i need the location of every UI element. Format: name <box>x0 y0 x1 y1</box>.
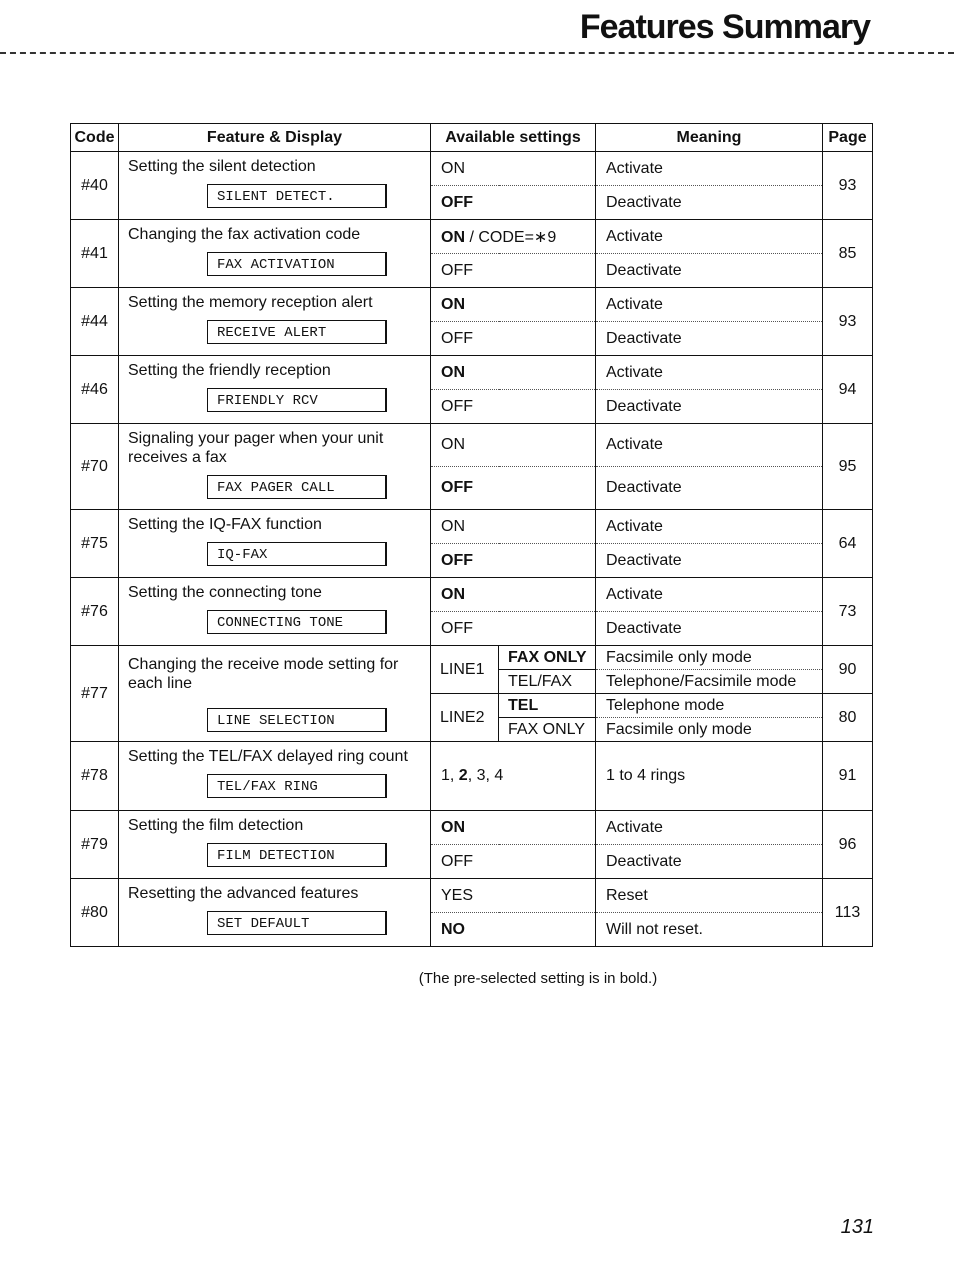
setting-meaning: Deactivate <box>596 390 823 424</box>
display-readout: RECEIVE ALERT <box>207 320 387 344</box>
feature-description: Resetting the advanced features <box>128 885 359 902</box>
setting-meaning: Deactivate <box>596 845 823 879</box>
setting-meaning: Deactivate <box>596 612 823 646</box>
setting-option: ON <box>431 424 596 467</box>
setting-option: OFF <box>431 845 596 879</box>
feature-description: Changing the receive mode setting for each line <box>128 656 399 692</box>
setting-meaning: Activate <box>596 811 823 845</box>
page-reference: 113 <box>823 879 873 947</box>
setting-meaning: Deactivate <box>596 467 823 510</box>
mode-meaning: Facsimile only mode <box>596 646 823 670</box>
feature-code: #41 <box>71 220 119 288</box>
feature-description: Setting the film detection <box>128 817 304 834</box>
setting-meaning: Activate <box>596 510 823 544</box>
setting-meaning: Deactivate <box>596 544 823 578</box>
feature-cell <box>119 288 431 356</box>
setting-option: ON <box>431 356 596 390</box>
page-title: Features Summary <box>579 8 870 46</box>
setting-meaning: Deactivate <box>596 322 823 356</box>
setting-option: OFF <box>431 612 596 646</box>
feature-cell <box>119 152 431 220</box>
setting-option: ON / CODE=∗9 <box>431 220 596 254</box>
page-reference: 85 <box>823 220 873 288</box>
setting-meaning: 1 to 4 rings <box>596 742 823 811</box>
receive-mode: FAX ONLY <box>499 718 596 742</box>
setting-meaning: Activate <box>596 220 823 254</box>
feature-code: #76 <box>71 578 119 646</box>
line-label: LINE2 <box>431 694 499 742</box>
display-readout: FRIENDLY RCV <box>207 388 387 412</box>
setting-meaning: Deactivate <box>596 186 823 220</box>
page-number: 131 <box>840 1216 874 1238</box>
line-label: LINE1 <box>431 646 499 694</box>
setting-meaning: Will not reset. <box>596 913 823 947</box>
page-reference: 64 <box>823 510 873 578</box>
column-header-page: Page <box>823 124 873 152</box>
setting-option: OFF <box>431 186 596 220</box>
setting-meaning: Activate <box>596 152 823 186</box>
title-divider <box>0 52 954 54</box>
feature-cell <box>119 578 431 646</box>
mode-meaning: Telephone/Facsimile mode <box>596 670 823 694</box>
feature-code: #75 <box>71 510 119 578</box>
page-reference: 94 <box>823 356 873 424</box>
setting-meaning: Reset <box>596 879 823 913</box>
setting-option: OFF <box>431 254 596 288</box>
table-row <box>71 811 873 845</box>
setting-option: ON <box>431 578 596 612</box>
feature-description: Setting the connecting tone <box>128 584 322 601</box>
receive-mode: FAX ONLY <box>499 646 596 670</box>
display-readout: LINE SELECTION <box>207 708 387 732</box>
receive-mode: TEL <box>499 694 596 718</box>
mode-meaning: Telephone mode <box>596 694 823 718</box>
table-row <box>71 356 873 390</box>
feature-code: #44 <box>71 288 119 356</box>
page-reference: 96 <box>823 811 873 879</box>
setting-meaning: Activate <box>596 424 823 467</box>
feature-description: Setting the memory reception alert <box>128 294 373 311</box>
table-row <box>71 742 873 811</box>
feature-cell <box>119 811 431 879</box>
footnote: (The pre-selected setting is in bold.) <box>418 970 658 987</box>
setting-meaning: Activate <box>596 288 823 322</box>
setting-option: YES <box>431 879 596 913</box>
table-header-row <box>71 124 873 152</box>
feature-description: Setting the TEL/FAX delayed ring count <box>128 748 408 765</box>
table-row <box>71 220 873 254</box>
feature-code: #70 <box>71 424 119 510</box>
table-row <box>71 424 873 467</box>
feature-description: Setting the silent detection <box>128 158 316 175</box>
features-table <box>70 123 873 947</box>
setting-meaning: Activate <box>596 356 823 390</box>
feature-cell <box>119 356 431 424</box>
table-row <box>71 288 873 322</box>
table-row <box>71 646 873 670</box>
column-header-settings: Available settings <box>431 124 596 152</box>
setting-option: ON <box>431 288 596 322</box>
setting-meaning: Deactivate <box>596 254 823 288</box>
display-readout: SILENT DETECT. <box>207 184 387 208</box>
display-readout: FAX ACTIVATION <box>207 252 387 276</box>
display-readout: FILM DETECTION <box>207 843 387 867</box>
setting-option: OFF <box>431 467 596 510</box>
feature-code: #79 <box>71 811 119 879</box>
page-reference: 80 <box>823 694 873 742</box>
feature-description: Signaling your pager when your unit receives a fax <box>128 430 384 466</box>
setting-option: ON <box>431 811 596 845</box>
feature-cell <box>119 742 431 811</box>
feature-cell <box>119 879 431 947</box>
feature-cell <box>119 424 431 510</box>
table-row <box>71 510 873 544</box>
feature-cell <box>119 220 431 288</box>
page-reference: 90 <box>823 646 873 694</box>
setting-option: OFF <box>431 544 596 578</box>
feature-code: #77 <box>71 646 119 742</box>
column-header-meaning: Meaning <box>596 124 823 152</box>
column-header-code: Code <box>71 124 119 152</box>
table-row <box>71 879 873 913</box>
page-reference: 93 <box>823 288 873 356</box>
page-reference: 93 <box>823 152 873 220</box>
mode-meaning: Facsimile only mode <box>596 718 823 742</box>
setting-option: OFF <box>431 390 596 424</box>
feature-code: #80 <box>71 879 119 947</box>
display-readout: SET DEFAULT <box>207 911 387 935</box>
display-readout: FAX PAGER CALL <box>207 475 387 499</box>
page-reference: 91 <box>823 742 873 811</box>
setting-option: ON <box>431 152 596 186</box>
feature-description: Setting the IQ-FAX function <box>128 516 322 533</box>
feature-code: #78 <box>71 742 119 811</box>
setting-option: 1, 2, 3, 4 <box>431 742 596 811</box>
display-readout: TEL/FAX RING <box>207 774 387 798</box>
feature-code: #46 <box>71 356 119 424</box>
setting-option: ON <box>431 510 596 544</box>
display-readout: CONNECTING TONE <box>207 610 387 634</box>
setting-option: NO <box>431 913 596 947</box>
feature-cell <box>119 510 431 578</box>
setting-option: OFF <box>431 322 596 356</box>
table-row <box>71 152 873 186</box>
setting-meaning: Activate <box>596 578 823 612</box>
receive-mode: TEL/FAX <box>499 670 596 694</box>
feature-description: Setting the friendly reception <box>128 362 331 379</box>
feature-code: #40 <box>71 152 119 220</box>
page-reference: 95 <box>823 424 873 510</box>
display-readout: IQ-FAX <box>207 542 387 566</box>
column-header-feature: Feature & Display <box>119 124 431 152</box>
table-row <box>71 578 873 612</box>
feature-cell <box>119 646 431 742</box>
page-reference: 73 <box>823 578 873 646</box>
feature-description: Changing the fax activation code <box>128 226 361 243</box>
